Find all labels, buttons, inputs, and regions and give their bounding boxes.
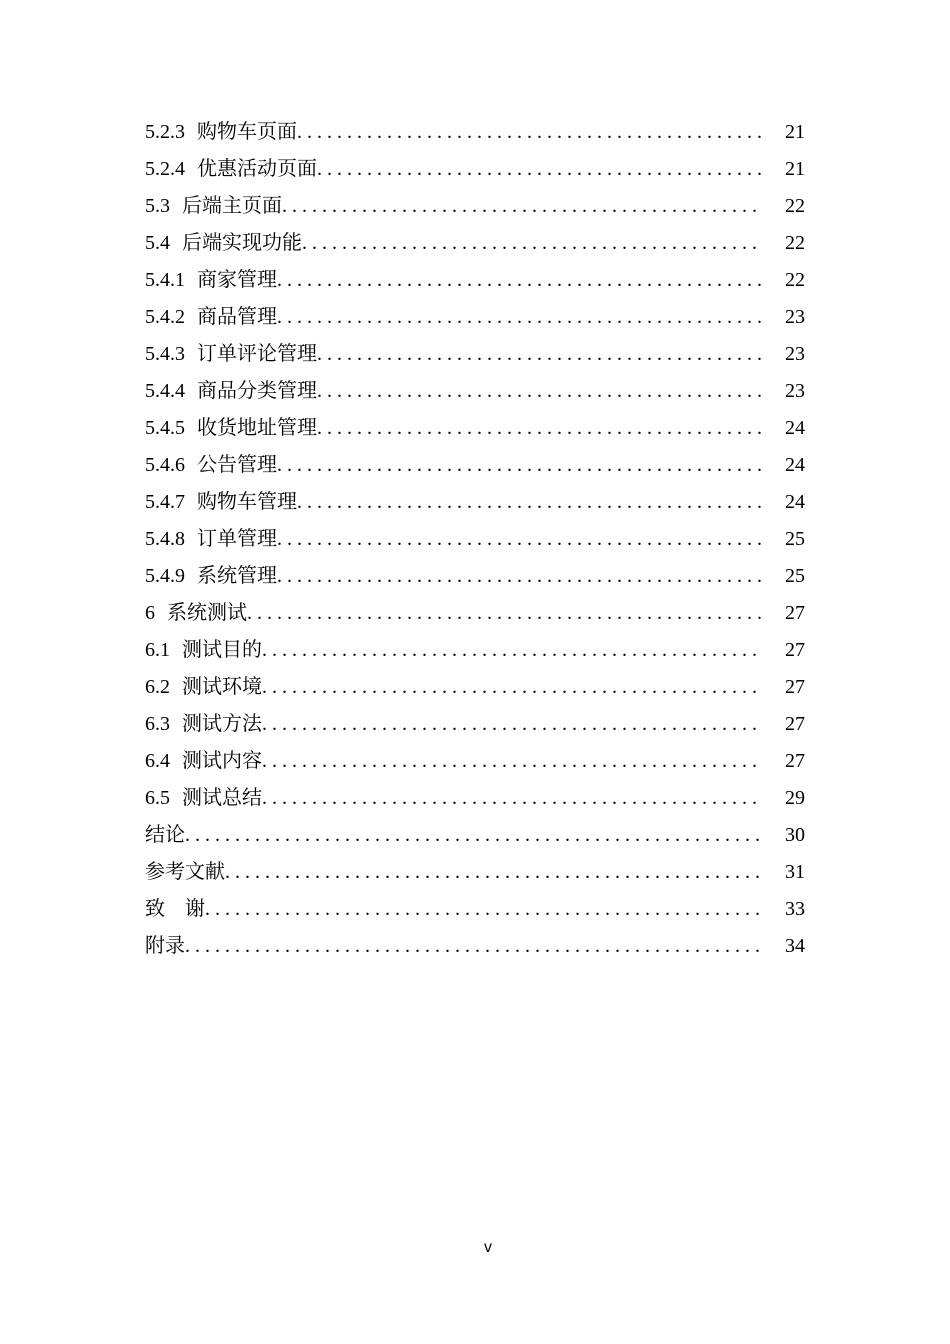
toc-entry-page-number: 27 — [785, 639, 805, 661]
toc-entry — [145, 780, 805, 817]
toc-entry — [145, 891, 805, 928]
toc-entry-page-number: 34 — [785, 935, 805, 957]
toc-entry-page-number: 21 — [785, 158, 805, 180]
toc-entry-title: 结论 — [145, 824, 185, 846]
toc-entry — [145, 447, 805, 484]
toc-entry-title: 订单评论管理 — [197, 343, 317, 365]
toc-entry — [145, 558, 805, 595]
toc-entry — [145, 225, 805, 262]
toc-entry-page-number: 27 — [785, 676, 805, 698]
toc-entry-number: 5.4.8 — [145, 528, 185, 550]
toc-entry-number: 6.1 — [145, 639, 170, 661]
toc-entry-number: 6.3 — [145, 713, 170, 735]
toc-entry-page-number: 23 — [785, 306, 805, 328]
toc-entry — [145, 595, 805, 632]
toc-entry-number: 6.5 — [145, 787, 170, 809]
toc-entry-number: 5.4 — [145, 232, 170, 254]
toc-dot-leader — [282, 188, 763, 225]
toc-entry-title: 附录 — [145, 935, 185, 957]
toc-entry — [145, 373, 805, 410]
toc-dot-leader — [247, 595, 763, 632]
toc-entry — [145, 521, 805, 558]
toc-dot-leader — [277, 447, 763, 484]
toc-entry-number: 5.4.3 — [145, 343, 185, 365]
toc-entry-title: 参考文献 — [145, 861, 225, 883]
toc-dot-leader — [205, 891, 763, 928]
toc-dot-leader — [262, 632, 763, 669]
toc-entry-title: 测试总结 — [182, 787, 262, 809]
toc-entry-page-number: 27 — [785, 750, 805, 772]
toc-entry-title: 后端实现功能 — [182, 232, 302, 254]
toc-dot-leader — [317, 373, 763, 410]
toc-entry-title: 致 谢 — [145, 898, 205, 920]
toc-dot-leader — [262, 706, 763, 743]
toc-dot-leader — [277, 262, 763, 299]
toc-entry-title: 测试目的 — [182, 639, 262, 661]
toc-entry — [145, 299, 805, 336]
toc-entry-title: 系统管理 — [197, 565, 277, 587]
toc-entry — [145, 188, 805, 225]
toc-dot-leader — [262, 743, 763, 780]
toc-entry-title: 收货地址管理 — [197, 417, 317, 439]
toc-dot-leader — [297, 114, 763, 151]
table-of-contents — [145, 114, 805, 965]
toc-entry-page-number: 29 — [785, 787, 805, 809]
toc-dot-leader — [317, 410, 763, 447]
toc-dot-leader — [185, 928, 763, 965]
toc-entry-page-number: 31 — [785, 861, 805, 883]
toc-entry-page-number: 24 — [785, 454, 805, 476]
toc-entry-page-number: 25 — [785, 565, 805, 587]
toc-entry-title: 测试方法 — [182, 713, 262, 735]
toc-entry-title: 商品管理 — [197, 306, 277, 328]
toc-entry-number: 5.4.6 — [145, 454, 185, 476]
toc-entry — [145, 151, 805, 188]
toc-entry — [145, 632, 805, 669]
toc-entry-page-number: 24 — [785, 491, 805, 513]
toc-entry-page-number: 22 — [785, 232, 805, 254]
toc-entry — [145, 410, 805, 447]
toc-entry — [145, 817, 805, 854]
toc-entry-number: 5.2.3 — [145, 121, 185, 143]
toc-entry-page-number: 27 — [785, 602, 805, 624]
toc-entry-page-number: 25 — [785, 528, 805, 550]
toc-entry-title: 系统测试 — [167, 602, 247, 624]
toc-dot-leader — [225, 854, 763, 891]
toc-entry-page-number: 23 — [785, 380, 805, 402]
toc-entry — [145, 262, 805, 299]
toc-entry — [145, 336, 805, 373]
toc-entry-number: 5.4.5 — [145, 417, 185, 439]
toc-entry-title: 公告管理 — [197, 454, 277, 476]
toc-entry-title: 订单管理 — [197, 528, 277, 550]
toc-dot-leader — [277, 558, 763, 595]
toc-entry-title: 购物车管理 — [197, 491, 297, 513]
toc-entry-number: 5.2.4 — [145, 158, 185, 180]
toc-entry-page-number: 21 — [785, 121, 805, 143]
toc-entry-number: 6.4 — [145, 750, 170, 772]
toc-dot-leader — [277, 299, 763, 336]
toc-entry-title: 测试内容 — [182, 750, 262, 772]
toc-dot-leader — [297, 484, 763, 521]
toc-entry-title: 商品分类管理 — [197, 380, 317, 402]
toc-entry-page-number: 22 — [785, 269, 805, 291]
toc-entry-page-number: 27 — [785, 713, 805, 735]
toc-entry-number: 5.4.4 — [145, 380, 185, 402]
toc-entry-number: 5.4.2 — [145, 306, 185, 328]
toc-entry-title: 购物车页面 — [197, 121, 297, 143]
toc-dot-leader — [185, 817, 763, 854]
toc-entry — [145, 854, 805, 891]
toc-dot-leader — [317, 151, 763, 188]
toc-entry — [145, 706, 805, 743]
toc-dot-leader — [317, 336, 763, 373]
toc-dot-leader — [262, 669, 763, 706]
toc-entry-page-number: 23 — [785, 343, 805, 365]
toc-entry-title: 商家管理 — [197, 269, 277, 291]
toc-entry-page-number: 24 — [785, 417, 805, 439]
toc-entry-title: 测试环境 — [182, 676, 262, 698]
toc-entry — [145, 928, 805, 965]
toc-entry — [145, 114, 805, 151]
toc-entry-number: 6.2 — [145, 676, 170, 698]
toc-entry-number: 5.3 — [145, 195, 170, 217]
toc-entry-page-number: 22 — [785, 195, 805, 217]
toc-entry-number: 5.4.7 — [145, 491, 185, 513]
toc-entry-number: 5.4.9 — [145, 565, 185, 587]
toc-entry-page-number: 30 — [785, 824, 805, 846]
toc-entry-title: 优惠活动页面 — [197, 158, 317, 180]
toc-entry-number: 5.4.1 — [145, 269, 185, 291]
toc-dot-leader — [262, 780, 763, 817]
page-number-footer: v — [484, 1239, 492, 1256]
toc-entry — [145, 484, 805, 521]
toc-entry-number: 6 — [145, 602, 155, 624]
toc-dot-leader — [302, 225, 763, 262]
toc-entry — [145, 743, 805, 780]
toc-dot-leader — [277, 521, 763, 558]
toc-entry — [145, 669, 805, 706]
toc-entry-page-number: 33 — [785, 898, 805, 920]
toc-entry-title: 后端主页面 — [182, 195, 282, 217]
